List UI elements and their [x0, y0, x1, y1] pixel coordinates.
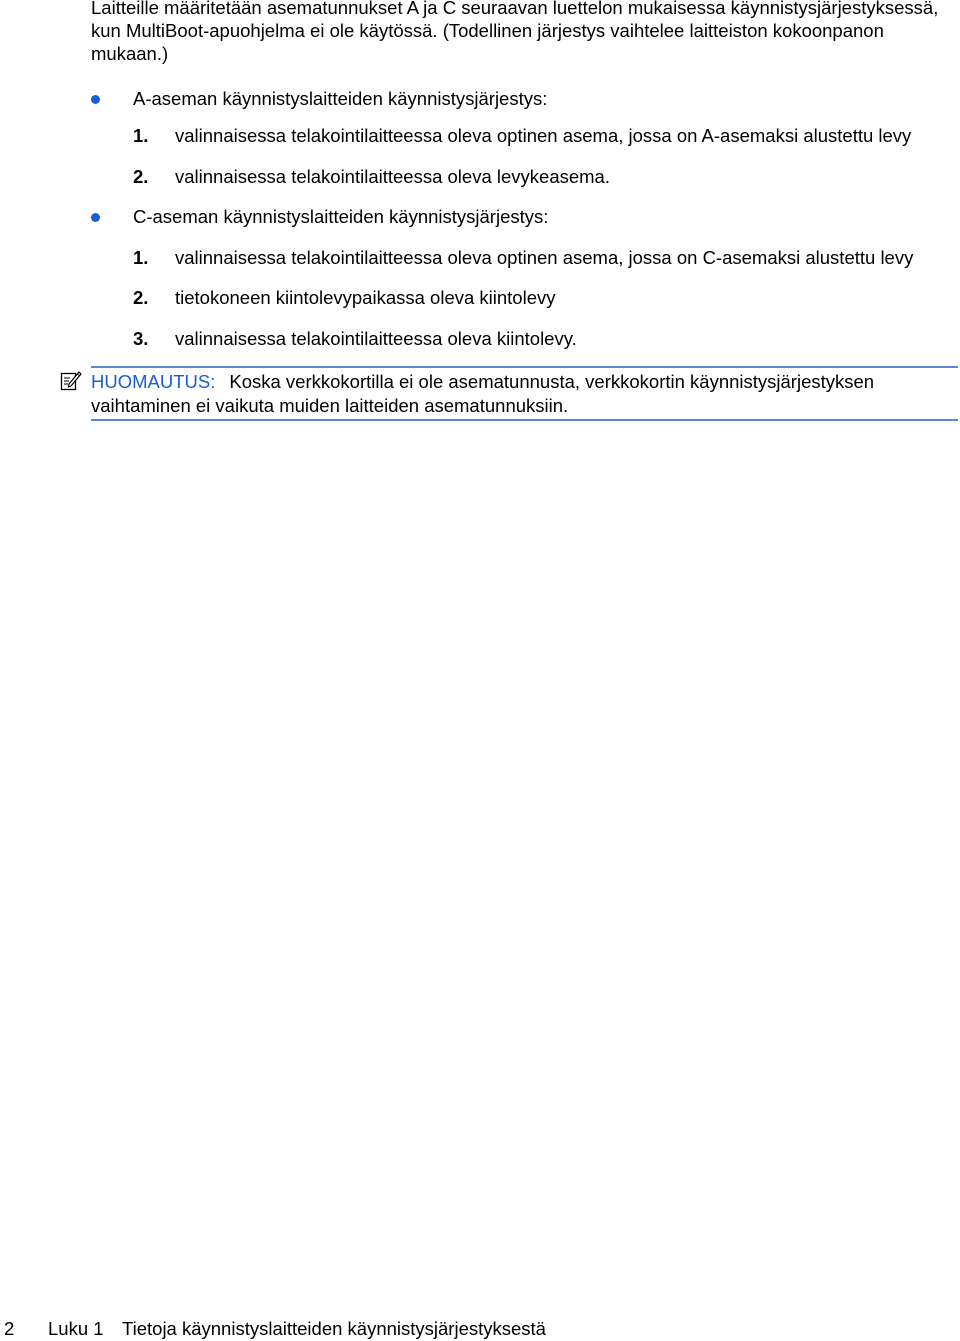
bullet-dot-icon	[91, 95, 100, 104]
footer-chapter: Luku 1	[48, 1318, 104, 1339]
section-heading: A-aseman käynnistyslaitteiden käynnistysjärjestys:	[133, 88, 548, 109]
list-item-number: 2.	[133, 166, 149, 187]
list-item-text: valinnaisessa telakointilaitteessa oleva kiintolevy.	[175, 328, 577, 349]
note-icon	[60, 369, 82, 391]
bullet-dot-icon	[91, 213, 100, 222]
note-text: Koska verkkokortilla ei ole asematunnusta, verkkokortin käynnistysjärjestyksen vaihtaminen ei vaikuta muiden laitteiden asematunnuksiin.	[91, 371, 875, 416]
note-box	[91, 366, 958, 421]
section-heading: C-aseman käynnistyslaitteiden käynnistysjärjestys:	[133, 206, 549, 227]
list-item-number: 2.	[133, 287, 149, 308]
footer-title: Tietoja käynnistyslaitteiden käynnistysjärjestyksestä	[122, 1318, 546, 1339]
list-item-text: valinnaisessa telakointilaitteessa oleva optinen asema, jossa on C-asemaksi alustettu levy	[175, 247, 914, 268]
list-item-number: 1.	[133, 125, 149, 146]
page-number: 2	[4, 1318, 15, 1339]
list-item-number: 1.	[133, 247, 149, 268]
intro-paragraph: Laitteille määritetään asematunnukset A ja C seuraavan luettelon mukaisessa käynnistysjärjestyksessä, kun MultiBoot-apuohjelma ei ole käytössä. (Todellinen järjestys vaihtelee laitteiston kokoonpanon mukaan.)	[91, 0, 939, 64]
note-label: HUOMAUTUS:	[91, 371, 216, 392]
list-item-text: valinnaisessa telakointilaitteessa oleva optinen asema, jossa on A-asemaksi alustettu levy	[175, 125, 912, 146]
list-item-text: valinnaisessa telakointilaitteessa oleva levykeasema.	[175, 166, 610, 187]
list-item-text: tietokoneen kiintolevypaikassa oleva kiintolevy	[175, 287, 556, 308]
list-item-number: 3.	[133, 328, 149, 349]
